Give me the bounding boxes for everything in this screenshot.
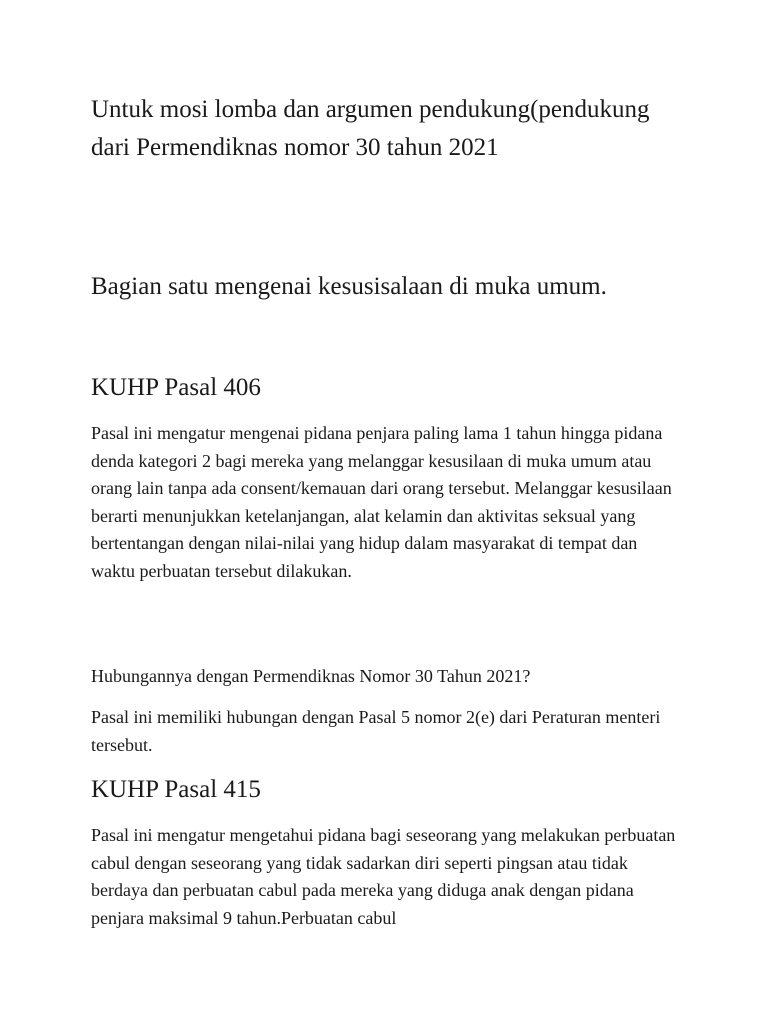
document-subtitle: Bagian satu mengenai kesusisalaan di muka umum. — [91, 273, 607, 300]
section-heading-pasal-406: KUHP Pasal 406 — [91, 374, 261, 401]
paragraph-relation-question: Hubungannya dengan Permendiknas Nomor 30 Tahun 2021? — [91, 666, 531, 686]
paragraph-pasal-406-description: Pasal ini mengatur mengenai pidana penjara paling lama 1 tahun hingga pidana denda kategori 2 bagi mereka yang melanggar kesusilaan di muka umum atau orang lain tanpa ada consent/kemauan dari orang tersebut. Melanggar kesusilaan berarti menunjukkan ketelanjangan, alat kelamin dan aktivitas seksual yang bertentangan dengan nilai-nilai yang hidup dalam masyarakat di tempat dan waktu perbuatan tersebut dilakukan. — [91, 423, 672, 581]
section-heading-pasal-415: KUHP Pasal 415 — [91, 776, 261, 803]
paragraph-relation-answer: Pasal ini memiliki hubungan dengan Pasal 5 nomor 2(e) dari Peraturan menteri tersebut. — [91, 707, 661, 755]
paragraph-pasal-415-description: Pasal ini mengatur mengetahui pidana bagi seseorang yang melakukan perbuatan cabul dengan seseorang yang tidak sadarkan diri seperti pingsan atau tidak berdaya dan perbuatan cabul pada mereka yang diduga anak dengan pidana penjara maksimal 9 tahun.Perbuatan cabul — [91, 825, 676, 928]
document-title: Untuk mosi lomba dan argumen pendukung(pendukung dari Permendiknas nomor 30 tahun 2021 — [91, 96, 650, 161]
